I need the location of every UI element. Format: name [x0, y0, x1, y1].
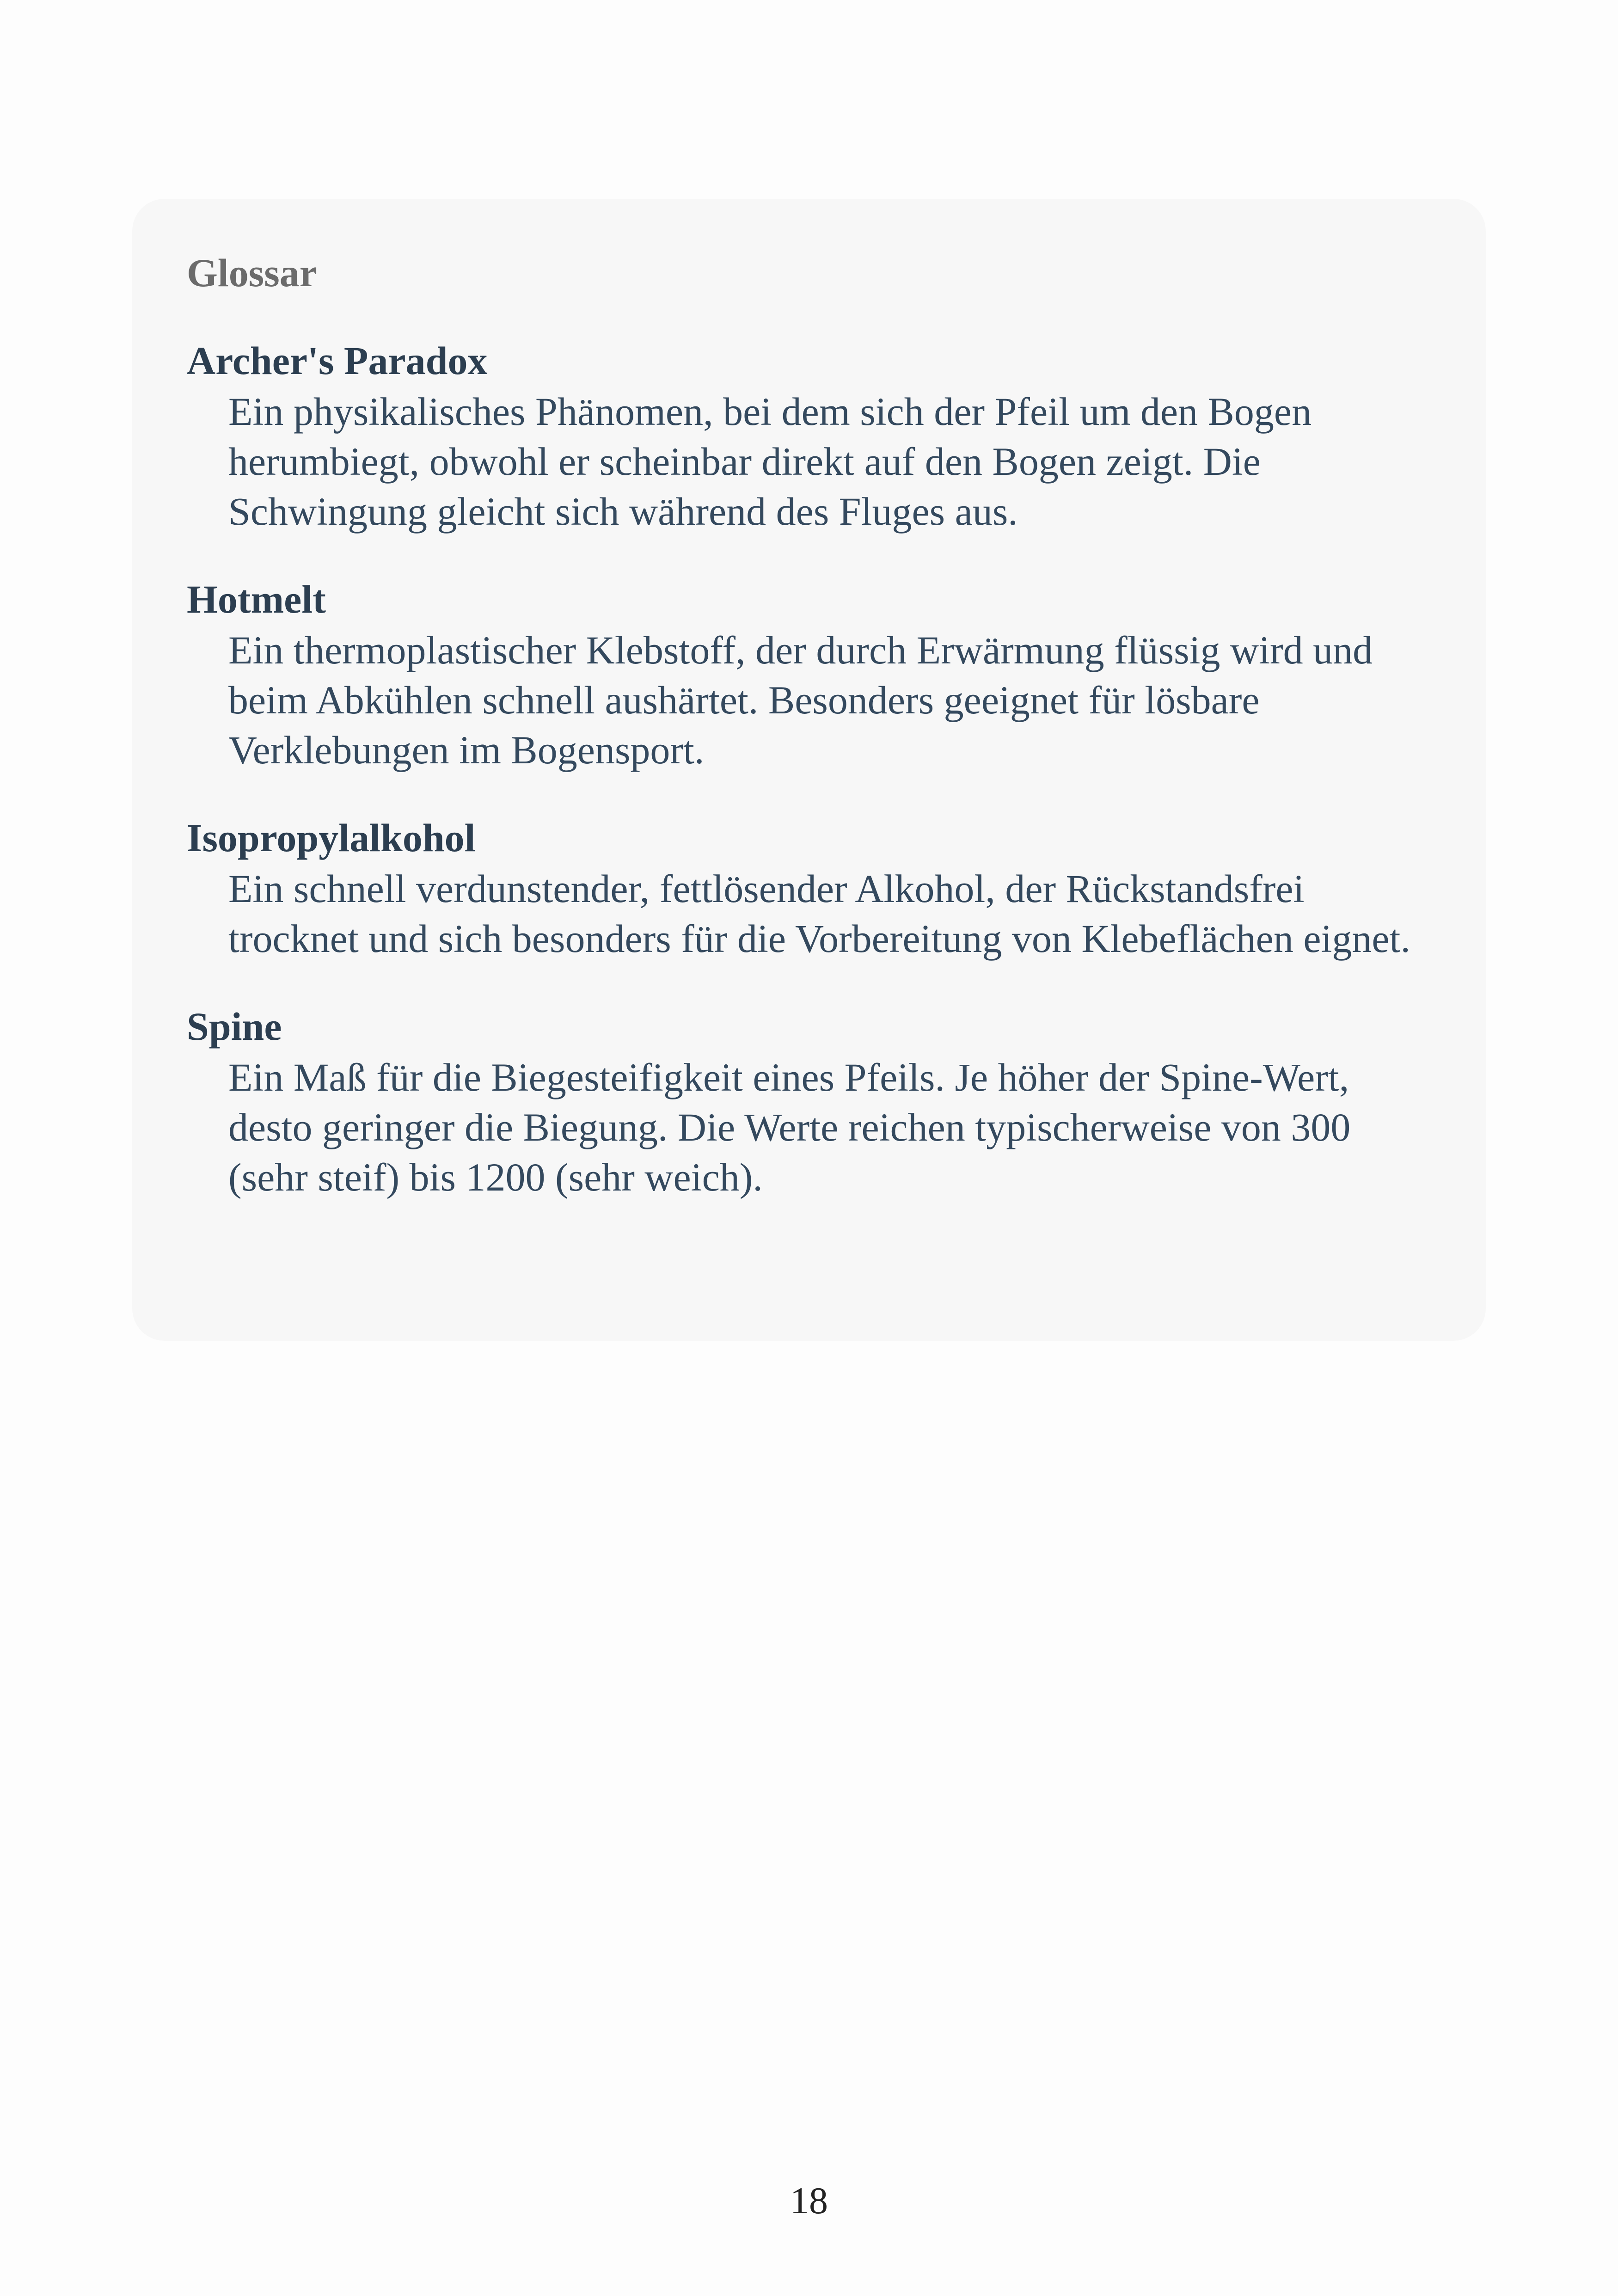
glossary-term: Spine: [187, 1004, 282, 1049]
glossary-definition: Ein schnell verdunstender, fettlösender Alkohol, der Rückstandsfrei trocknet und sich besonders für die Vorbereitung von Klebeflächen eignet.: [228, 866, 1410, 961]
page-number: 18: [790, 2179, 828, 2222]
glossary-entry-hotmelt: [187, 576, 1430, 775]
glossary-box: [132, 199, 1486, 1341]
glossary-entry-spine: [187, 1003, 1430, 1202]
glossary-entry-archers-paradox: [187, 338, 1430, 536]
glossary-definition: Ein Maß für die Biegesteifigkeit eines Pfeils. Je höher der Spine-Wert, desto geringer die Biegung. Die Werte reichen typischerweise von 300 (sehr steif) bis 1200 (sehr weich).: [228, 1055, 1351, 1199]
glossary-entry-isopropylalkohol: [187, 815, 1430, 964]
glossary-term: Archer's Paradox: [187, 338, 488, 383]
glossary-title: Glossar: [187, 251, 317, 295]
glossary-definition: Ein thermoplastischer Klebstoff, der durch Erwärmung flüssig wird und beim Abkühlen schnell aushärtet. Besonders geeignet für lösbare Verklebungen im Bogensport.: [228, 628, 1373, 772]
glossary-term: Isopropylalkohol: [187, 816, 476, 860]
glossary-term: Hotmelt: [187, 577, 326, 621]
glossary-definition: Ein physikalisches Phänomen, bei dem sich der Pfeil um den Bogen herumbiegt, obwohl er scheinbar direkt auf den Bogen zeigt. Die Schwingung gleicht sich während des Fluges aus.: [228, 389, 1312, 534]
